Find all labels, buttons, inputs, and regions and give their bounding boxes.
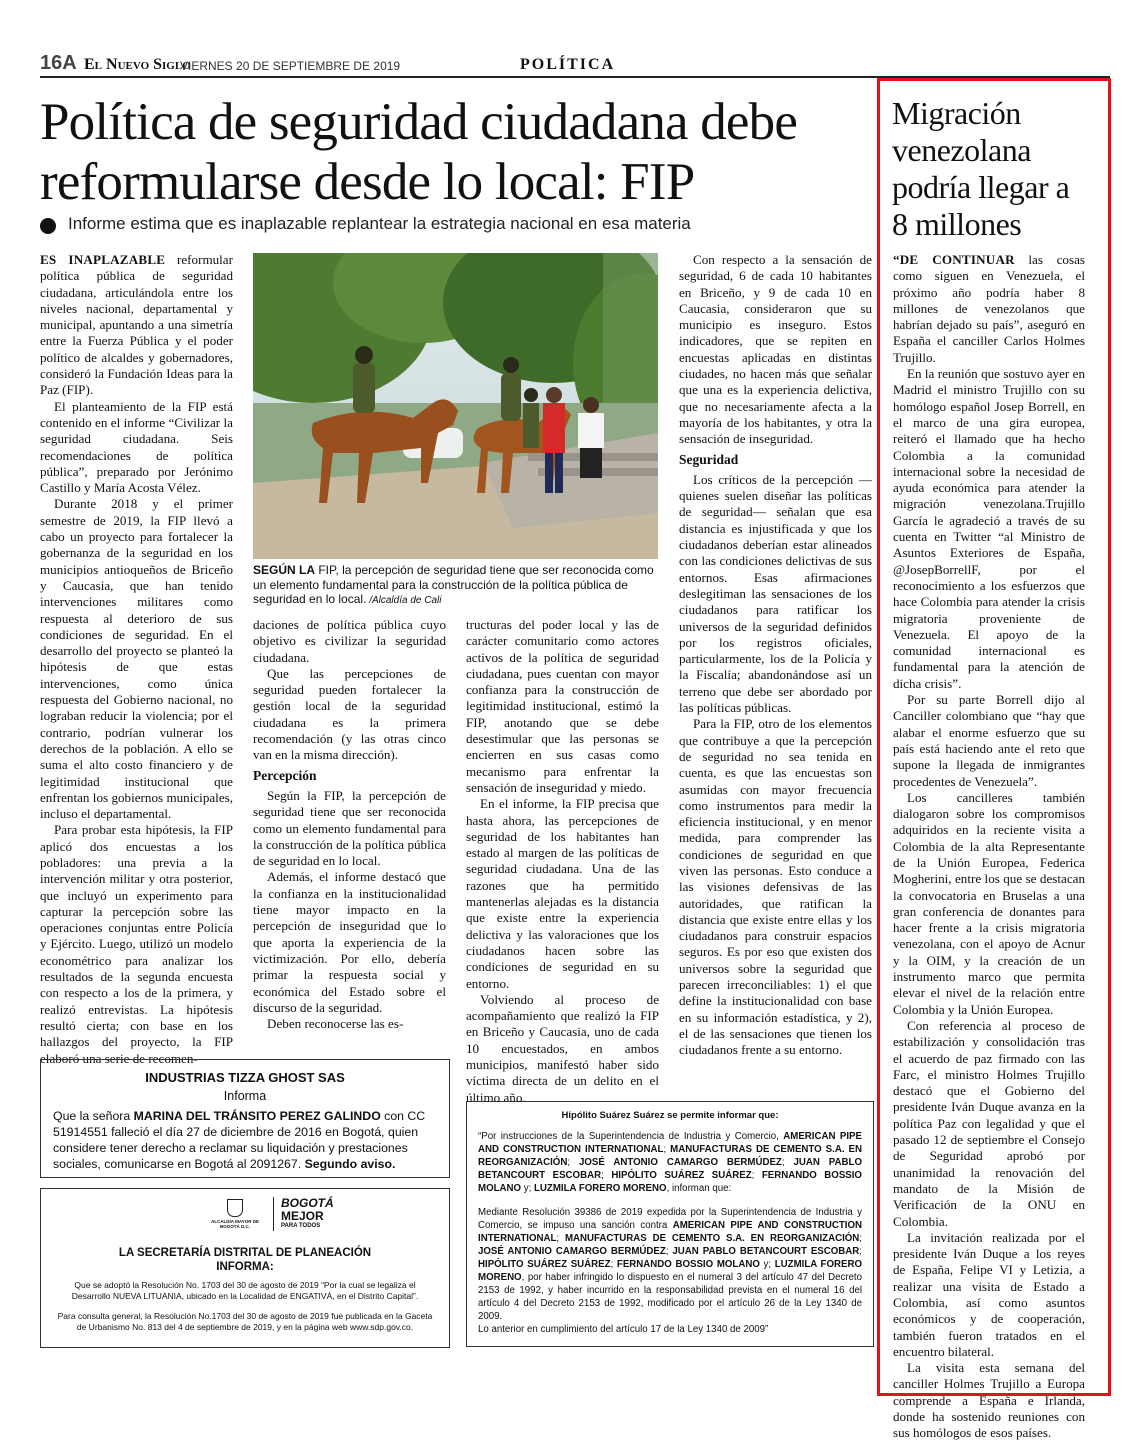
paragraph-text: En la reunión que sostuvo ayer en Madrid el ministro Trujillo con su homólogo español Josep Borrell, en el marco de una gira europea, reiteró el llamado que ha hecho Colombia a la comunidad internacional sobre la necesidad de ayuda económica para atender la migración venezolana.Trujillo García le agradeció a través de su cuenta en Twitter “al Ministro de Asuntos Exteriores de España, @JosepBorrellF, por el reconocimiento a los esfuerzos que hace Colombia para atender la crisis migratoria proveniente de Venezuela. El apoyo de la comunidad internacional es fundamental para la atención de dicha crisis”.: [893, 366, 1085, 691]
paragraph-text: Los cancilleres también dialogaron sobre los compromisos adquiridos en la reciente visita a Colombia de la alta Representante de la Unión Europea, Federica Mogherini, entre los que se destacan la convocatoria en Bruselas a una gran conferencia de donantes para hacer frente a la crisis migratoria venezolana, con el apoyo de Acnur y la OIM, y la creación de un instrumento marco que permita elevar el nivel de la relación entre Colombia y la Unión Europea.: [893, 789, 1085, 1017]
paragraph-text: La invitación realizada por el presidente Iván Duque a los reyes de España, Felipe VI y Letizia, a realizar una visita de Estado a Colombia, así como asuntos económicos y de cooperación, también fueron tratados en el encuentro bilateral.: [893, 1229, 1085, 1359]
section-subhead: Seguridad: [679, 451, 739, 467]
photo-caption: [253, 563, 658, 609]
paragraph: [40, 822, 233, 1066]
sidebar-headline: Migración venezolana podría llegar a 8 millones: [892, 95, 1070, 242]
paragraph-text: Además, el informe destacó que la confianza en la institucionalidad tiene mayor impacto en la percepción de inseguridad que lo que aporta la experiencia de la victimización. Por ello, debería primar la respuesta social y económica del Estado sobre el discurso de la seguridad.: [253, 869, 446, 1015]
paragraph-text: Con referencia al proceso de estabilización y consolidación tras el acuerdo de paz firmado con las Farc, el ministro Holmes Trujillo destacó que el Gobierno del presidente Iván Duque avanza en la política Paz con legalidad y que el pasado 12 de septiembre el Consejo de Seguridad aprobó por unanimidad la renovación del mandato de la Misión de Verificación de la ONU en Colombia.: [893, 1017, 1085, 1229]
ad-tizza-body-post: con CC 51914551 falleció el día 27 de diciembre de 2016 en Bogotá, quien considere tener derecho a reclamar su liquidación y prestaciones sociales, comunicarse en Bogotá al 2091267.: [53, 1109, 426, 1171]
paragraph-text: Que las percepciones de seguridad pueden fortalecer la gestión local de la seguridad ciudadana es la primera recomendación (y las otras cinco van en la misma dirección).: [253, 665, 446, 763]
ad-tizza-body: [53, 1108, 439, 1172]
ad-tizza-person: MARINA DEL TRÁNSITO PEREZ GALINDO: [133, 1109, 381, 1123]
paragraph-text: Deben reconocerse las es-: [267, 1016, 404, 1032]
page-number: 16A: [40, 52, 77, 74]
paragraph: [253, 1016, 446, 1032]
photo-caption-lead: SEGÚN LA: [253, 563, 316, 577]
ad-planeacion-line1: Que se adoptó la Resolución No. 1703 del 30 de agosto de 2019 “Por la cual se legaliza el Desarrollo NUEVA LITUANIA, ubicado en la Localidad de ENGATIVÁ, en el Distrito Capital”.: [71, 1280, 419, 1301]
issue-date: VIERNES 20 DE SEPTIEMBRE DE 2019: [180, 59, 401, 73]
ad-suarez-p3: Lo anterior en cumplimiento del artículo 17 de la Ley 1340 de 2009”: [478, 1324, 769, 1335]
mounted-police-illustration: [253, 253, 658, 559]
bogota-shield-icon: [227, 1199, 243, 1217]
logo-alcaldia: ALCALDÍA MAYOR DE BOGOTÁ D.C.: [211, 1219, 259, 1229]
paragraph: [893, 366, 1085, 692]
section-subhead: Percepción: [253, 767, 317, 783]
paragraph-text: Para probar esta hipótesis, la FIP aplicó dos encuestas a los pobladores: una previa a la intervención militar y otra posterior, que incluyó un experimento para capturar la percepción sobre las operaciones conjuntas entre Policía y Ejército. Luego, utilizó un modelo econométrico para analizar los resultados de la segunda encuesta con respecto a los de la primera, y realizó entrevistas. La hipótesis resultó cierta; con base en los hallazgos del proyecto, la FIP elaboró una serie de recomen-: [40, 822, 233, 1066]
paragraph: [466, 617, 659, 796]
logo-bogota: BOGOTÁ: [281, 1196, 334, 1210]
sidebar-body: [893, 252, 1085, 1442]
ad-planeacion-subtitle: INFORMA:: [216, 1261, 274, 1273]
bullet-icon: [40, 218, 56, 234]
paragraph: [893, 790, 1085, 1018]
paragraph-text: Para la FIP, otro de los elementos que contribuye a que la percepción de seguridad no sea tenida en cuenta, es que las encuestas son asumidas con mayor frecuencia como instrumentos para medir la eficiencia institucional, y en menor medida, para comprender las condiciones de seguridad en que viven las personas. Esto conduce a las visiones defensivas de las autoridades, que ratifican la distancia que existe entre ellas y los ciudadanos para construir espacios seguros. Es por eso que existen dos universos sobre la seguridad que parecen irreconciliables: 1) el que define la institucionalidad con base en su información estadística, y 2), el de las sensaciones que tienen los ciudadanos frente a su entorno.: [679, 716, 872, 1058]
paragraph: [893, 1230, 1085, 1360]
paragraph-text: las cosas como siguen en Venezuela, el próximo año podría haber 8 millones de venezolanos que habrían dejado su país”, aseguró en España el canciller Carlos Holmes Trujillo.: [893, 252, 1085, 365]
paragraph-text: tructuras del poder local y las de carácter comunitario como actores activos de la política de seguridad ciudadana, pues cuentan con mayor confianza para la construcción de legitimidad institucional, estimó la FIP, anotando que se debe desestimular que las personas se encierren en sus casas como mecanismo para enfrentar la sensación de inseguridad y miedo.: [466, 617, 659, 795]
paragraph-text: Por su parte Borrell dijo al Canciller colombiano que “hay que alabar el enorme esfuerzo que su país está haciendo ante el reto que supone la llegada de inmigrantes procedentes de Venezuela”.: [893, 692, 1085, 789]
article-column-4: [679, 252, 872, 1059]
paragraph: [466, 992, 659, 1106]
ad-tizza: [40, 1059, 450, 1178]
paragraph: [253, 788, 446, 869]
paragraph: [679, 472, 872, 716]
paragraph: [253, 869, 446, 1016]
paragraph: [893, 692, 1085, 790]
main-headline: Política de seguridad ciudadana debe reformularse desde lo local: FIP: [40, 93, 798, 211]
paragraph-text: Con respecto a la sensación de seguridad, 6 de cada 10 habitantes en Briceño, y 9 de cada 10 en Caucasia, consideraron que su municipio es inseguro. Estos indicadores, que se repiten en encuestas aplicadas en distintas ciudades, no hacen más que señalar que una es la experiencia delictiva, que no necesariamente afecta a la mayoría de los habitantes, y otra la sensación de inseguridad.: [679, 252, 872, 447]
ad-suarez-p1: “Por instrucciones de la Superintendencia de Industria y Comercio, AMERICAN PIPE AND CONSTRUCTION INTERNATIONAL; MANUFACTURAS DE CEMENTO S.A. EN REORGANIZACIÓN; JOSÉ ANTONIO CAMARGO BERMÚDEZ; JUAN PABLO BETANCOURT ESCOBAR; HIPÓLITO SUÁREZ SUÁREZ; FERNANDO BOSSIO MOLANO y; LUZMILA FORERO MORENO, informan que:: [478, 1131, 862, 1194]
paragraph: [466, 796, 659, 992]
ad-tizza-title: INDUSTRIAS TIZZA GHOST SAS: [145, 1070, 345, 1085]
paragraph: [253, 617, 446, 666]
photo-caption-text: FIP, la percepción de seguridad tiene que ser reconocida como un elemento fundamental para la construcción de la política pública de seguridad en lo local.: [253, 563, 654, 606]
ad-tizza-notice: Segundo aviso.: [304, 1157, 396, 1171]
paragraph-text: Según la FIP, la percepción de seguridad tiene que ser reconocida como un elemento fundamental para la construcción de la política pública de seguridad en lo local.: [253, 787, 446, 869]
ad-tizza-subtitle: Informa: [223, 1089, 267, 1103]
ad-suarez-p2: Mediante Resolución 39386 de 2019 expedida por la Superintendencia de Industria y Comercio, se impuso una sanción contra AMERICAN PIPE AND CONSTRUCTION INTERNATIONAL; MANUFACTURAS DE CEMENTO S.A. EN REORGANIZACIÓN; JOSÉ ANTONIO CAMARGO BERMÚDEZ; JUAN PABLO BETANCOURT ESCOBAR; HIPÓLITO SUÁREZ SUÁREZ; FERNANDO BOSSIO MOLANO y; LUZMILA FORERO MORENO, por haber infringido lo dispuesto en el numeral 3 del artículo 47 del Decreto 2153 de 1992, y haber incurrido en la responsabilidad prevista en el numeral 16 del artículo 4 del Decreto 2153 de 1992, modificado por el artículo 26 de la Ley 1340 de 2009.: [478, 1207, 862, 1322]
paragraph-text: reformular política pública de seguridad ciudadana, articulándola entre los niveles nacional, departamental y municipal, apuntando a una simetría entre la Fuerza Pública y el poder político de alcaldes y gobernadores, consideró la Fundación Ideas para la Paz (FIP).: [40, 252, 233, 398]
subheadline: Informe estima que es inaplazable replantear la estrategia nacional en esa materia: [68, 214, 691, 233]
paragraph: [893, 252, 1085, 366]
lead-in: “DE CONTINUAR: [893, 252, 1015, 267]
paragraph: [679, 252, 872, 448]
paragraph-text: daciones de política pública cuyo objetivo es civilizar la seguridad ciudadana.: [253, 617, 446, 665]
section-name: POLÍTICA: [520, 56, 616, 73]
ad-planeacion-title: LA SECRETARÍA DISTRITAL DE PLANEACIÓN: [118, 1247, 372, 1259]
article-column-1: [40, 252, 233, 1067]
paragraph: [893, 1018, 1085, 1230]
paragraph-text: La visita esta semana del canciller Holmes Trujillo a Europa comprende a España e Irlanda, donde ha sostenido reuniones con sus homólogos de esos países.: [893, 1360, 1085, 1441]
ad-suarez: [466, 1101, 874, 1347]
paragraph-text: Volviendo al proceso de acompañamiento que realizó la FIP en Briceño y Caucasia, uno de cada 10 encuestados, en ambos municipios, manifestó haber sido víctima directa de un delito en el último año.: [466, 991, 659, 1105]
logo-mejor: MEJOR: [281, 1209, 324, 1223]
logo-divider: [273, 1197, 274, 1231]
paragraph: [40, 399, 233, 497]
ad-planeacion: [40, 1188, 450, 1348]
ad-suarez-title: Hipólito Suárez Suárez se permite informar que:: [561, 1110, 779, 1121]
paragraph: [679, 716, 872, 1058]
ad-planeacion-line2: Para consulta general, la Resolución No.1703 del 30 de agosto de 2019 fue publicada en la Gaceta de Urbanismo No. 813 del 4 de septiembre de 2019, y en la página web www.sdp.gov.co.: [57, 1311, 433, 1332]
ad-tizza-body-pre: Que la señora: [53, 1109, 134, 1123]
paragraph-text: En el informe, la FIP precisa que hasta ahora, las percepciones de seguridad de los habitantes han estado al margen de las políticas de seguridad ciudadana. Una de las razones que ha permitido mantenerlas alejadas es la distancia que existe entre la experiencia delictiva y las valoraciones que los ciudadanos hacen sobre las condiciones de seguridad en su entorno.: [466, 796, 659, 991]
paragraph-text: Los críticos de la percepción —quienes suelen diseñar las políticas de seguridad— señalan que esa distancia es injustificada y que los ciudadanos deberían estar alineados con las condiciones delictivas de sus entornos. Esas afirmaciones deslegitiman las sensaciones de los ciudadanos para ratificar los universos de la seguridad definidos por los registros oficiales, particularmente, los de la Policía y la Fiscalía; abandonándose así un terreno que debe ser abordado por las políticas públicas.: [679, 471, 872, 716]
lead-in: ES INAPLAZABLE: [40, 252, 166, 267]
paragraph: [40, 496, 233, 822]
paragraph: [253, 666, 446, 764]
article-column-3: [466, 617, 659, 1106]
paragraph: [40, 252, 233, 399]
article-column-2: [253, 617, 446, 1032]
article-photo: [253, 253, 658, 559]
paragraph: [893, 1360, 1085, 1441]
paragraph-text: Durante 2018 y el primer semestre de 2019, la FIP llevó a cabo un proyecto para fortalecer la gobernanza de la seguridad en los municipios antioqueños de Briceño y Caucasia, que han tenido intervenciones militares como respuesta al deterioro de sus condiciones de seguridad. En el desarrollo del proyecto se planteó la hipótesis de que estas intervenciones, como única respuesta del Gobierno nacional, no lograban reducir la violencia; por el contrario, podrían vulnerar los derechos de la población. A ello se suma el alto costo financiero y de legitimidad institucional que enfrentan los gobiernos municipales, incluso el departamental.: [40, 496, 233, 822]
logo-para-todos: PARA TODOS: [281, 1223, 321, 1229]
masthead: El Nuevo Siglo: [84, 56, 191, 73]
paragraph-text: El planteamiento de la FIP está contenido en el informe “Civilizar la seguridad ciudadana. Seis recomendaciones de política pública”, preparado por Jerónimo Castillo y María Acosta Vélez.: [40, 398, 233, 496]
photo-credit: /Alcaldía de Cali: [366, 595, 442, 606]
